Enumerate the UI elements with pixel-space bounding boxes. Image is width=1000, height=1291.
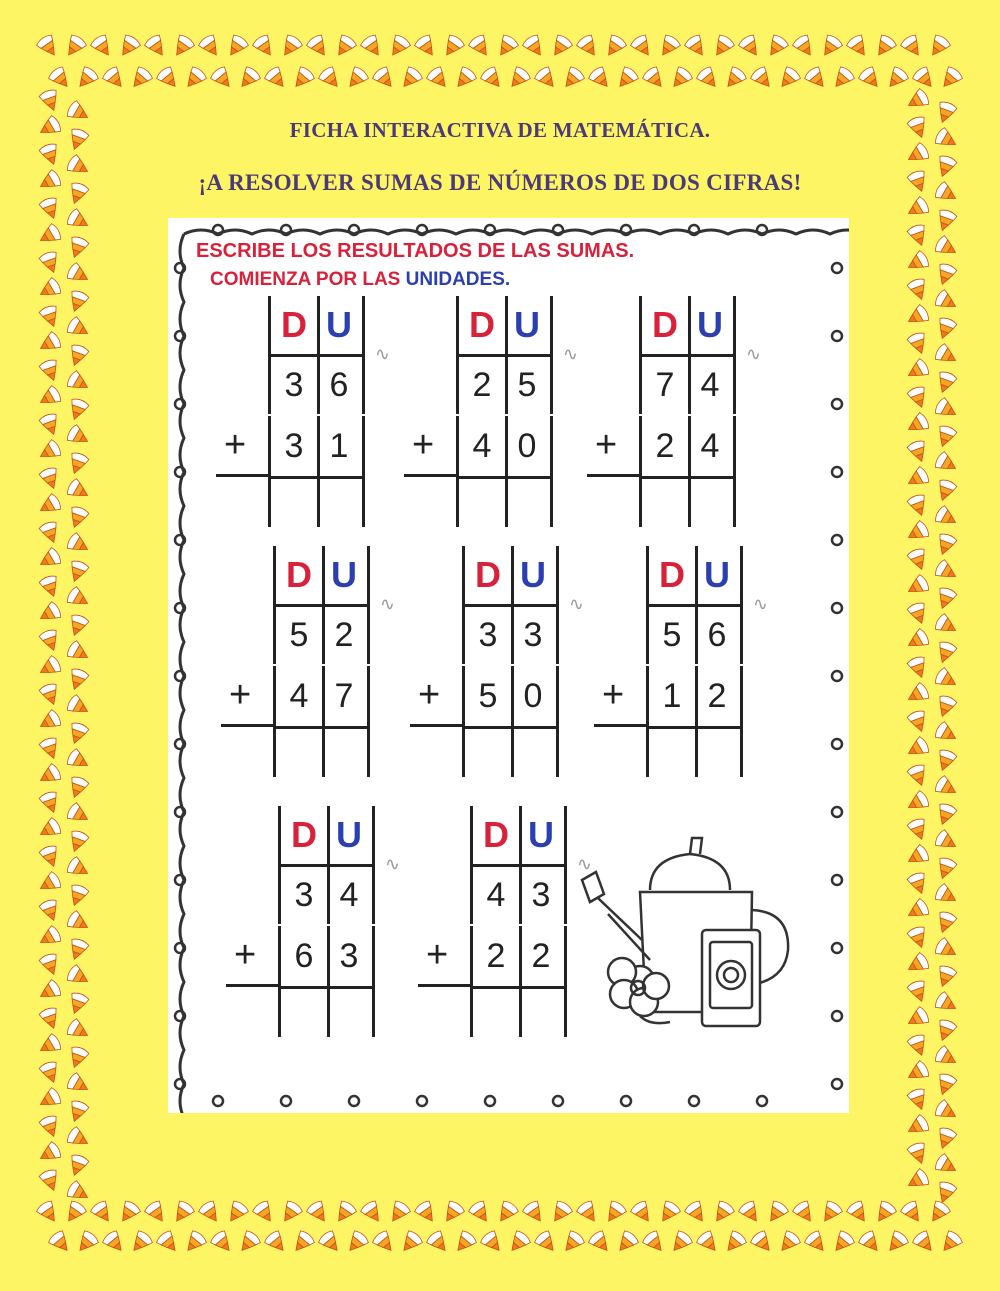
addition-problem bbox=[412, 296, 578, 528]
bottom-tens-digit: 2 bbox=[639, 416, 691, 479]
sum-line bbox=[216, 474, 268, 477]
instruction-line-1: ESCRIBE LOS RESULTADOS DE LAS SUMAS. bbox=[196, 240, 635, 262]
answer-units-cell bbox=[687, 479, 736, 527]
tens-label: D bbox=[646, 546, 698, 607]
tens-label: D bbox=[639, 296, 691, 357]
units-label: U bbox=[321, 546, 370, 607]
bottom-tens-digit: 3 bbox=[268, 416, 320, 479]
answer-tens-cell bbox=[470, 989, 522, 1037]
top-units-digit: 5 bbox=[504, 356, 553, 414]
bottom-tens-digit: 4 bbox=[273, 666, 325, 729]
plus-sign: + bbox=[224, 424, 247, 466]
page-subtitle: ¡A RESOLVER SUMAS DE NÚMEROS DE DOS CIFRAS! bbox=[198, 170, 802, 195]
top-units-digit: 3 bbox=[518, 866, 567, 924]
bottom-units-digit: 0 bbox=[510, 666, 559, 729]
answer-tens-input[interactable] bbox=[466, 732, 510, 774]
answer-tens-cell bbox=[646, 729, 698, 777]
bottom-units-digit: 2 bbox=[518, 926, 567, 989]
sum-line bbox=[594, 724, 646, 727]
addition-problem bbox=[595, 296, 761, 528]
curl-decoration: ∿ bbox=[379, 594, 395, 614]
bottom-units-digit: 7 bbox=[321, 666, 370, 729]
answer-units-input[interactable] bbox=[511, 732, 555, 774]
sum-line bbox=[226, 984, 278, 987]
curl-decoration: ∿ bbox=[562, 344, 578, 364]
instruction-highlight: UNIDADES. bbox=[405, 269, 511, 290]
answer-tens-cell bbox=[268, 479, 320, 527]
sum-line bbox=[418, 984, 470, 987]
units-label: U bbox=[687, 296, 736, 357]
tens-label: D bbox=[268, 296, 320, 357]
watering-can-icon bbox=[580, 830, 810, 1030]
answer-units-input[interactable] bbox=[688, 482, 732, 524]
top-tens-digit: 2 bbox=[456, 356, 508, 414]
bottom-tens-digit: 4 bbox=[456, 416, 508, 479]
top-tens-digit: 4 bbox=[470, 866, 522, 924]
units-label: U bbox=[326, 806, 375, 867]
answer-tens-cell bbox=[456, 479, 508, 527]
addition-problem bbox=[418, 546, 584, 778]
bottom-tens-digit: 1 bbox=[646, 666, 698, 729]
answer-units-cell bbox=[510, 729, 559, 777]
top-units-digit: 2 bbox=[321, 606, 370, 664]
answer-tens-input[interactable] bbox=[277, 732, 321, 774]
tens-label: D bbox=[470, 806, 522, 867]
top-units-digit: 6 bbox=[694, 606, 743, 664]
sum-line bbox=[221, 724, 273, 727]
answer-units-input[interactable] bbox=[322, 732, 366, 774]
bottom-units-digit: 0 bbox=[504, 416, 553, 479]
top-units-digit: 6 bbox=[316, 356, 365, 414]
plus-sign: + bbox=[426, 934, 449, 976]
tens-label: D bbox=[456, 296, 508, 357]
units-label: U bbox=[518, 806, 567, 867]
answer-units-input[interactable] bbox=[327, 992, 371, 1034]
curl-decoration: ∿ bbox=[384, 854, 400, 874]
instruction-prefix: COMIENZA POR LAS bbox=[210, 269, 401, 290]
curl-decoration: ∿ bbox=[568, 594, 584, 614]
bottom-tens-digit: 2 bbox=[470, 926, 522, 989]
plus-sign: + bbox=[602, 674, 625, 716]
tens-label: D bbox=[278, 806, 330, 867]
sum-line bbox=[587, 474, 639, 477]
top-tens-digit: 3 bbox=[278, 866, 330, 924]
top-tens-digit: 5 bbox=[646, 606, 698, 664]
answer-tens-cell bbox=[273, 729, 325, 777]
top-units-digit: 4 bbox=[687, 356, 736, 414]
bottom-tens-digit: 6 bbox=[278, 926, 330, 989]
top-tens-digit: 3 bbox=[462, 606, 514, 664]
sum-line bbox=[410, 724, 462, 727]
curl-decoration: ∿ bbox=[576, 854, 592, 874]
curl-decoration: ∿ bbox=[752, 594, 768, 614]
addition-problem bbox=[602, 546, 768, 778]
answer-tens-input[interactable] bbox=[272, 482, 316, 524]
answer-tens-cell bbox=[278, 989, 330, 1037]
addition-problem bbox=[426, 806, 592, 1038]
plus-sign: + bbox=[234, 934, 257, 976]
answer-units-input[interactable] bbox=[519, 992, 563, 1034]
answer-units-cell bbox=[518, 989, 567, 1037]
answer-tens-input[interactable] bbox=[460, 482, 504, 524]
tens-label: D bbox=[273, 546, 325, 607]
answer-tens-input[interactable] bbox=[650, 732, 694, 774]
units-label: U bbox=[504, 296, 553, 357]
answer-tens-cell bbox=[639, 479, 691, 527]
addition-problem bbox=[229, 546, 395, 778]
worksheet bbox=[168, 218, 849, 1113]
answer-units-cell bbox=[316, 479, 365, 527]
curl-decoration: ∿ bbox=[745, 344, 761, 364]
bottom-units-digit: 2 bbox=[694, 666, 743, 729]
units-label: U bbox=[316, 296, 365, 357]
units-label: U bbox=[694, 546, 743, 607]
answer-units-cell bbox=[504, 479, 553, 527]
bottom-tens-digit: 5 bbox=[462, 666, 514, 729]
plus-sign: + bbox=[418, 674, 441, 716]
top-tens-digit: 5 bbox=[273, 606, 325, 664]
answer-tens-input[interactable] bbox=[643, 482, 687, 524]
top-tens-digit: 7 bbox=[639, 356, 691, 414]
bottom-units-digit: 3 bbox=[326, 926, 375, 989]
units-label: U bbox=[510, 546, 559, 607]
sum-line bbox=[404, 474, 456, 477]
addition-problem bbox=[224, 296, 390, 528]
bottom-units-digit: 4 bbox=[687, 416, 736, 479]
plus-sign: + bbox=[595, 424, 618, 466]
answer-tens-cell bbox=[462, 729, 514, 777]
tens-label: D bbox=[462, 546, 514, 607]
answer-units-input[interactable] bbox=[505, 482, 549, 524]
top-units-digit: 3 bbox=[510, 606, 559, 664]
plus-sign: + bbox=[412, 424, 435, 466]
answer-units-cell bbox=[326, 989, 375, 1037]
addition-problem bbox=[234, 806, 400, 1038]
answer-tens-input[interactable] bbox=[474, 992, 518, 1034]
top-units-digit: 4 bbox=[326, 866, 375, 924]
plus-sign: + bbox=[229, 674, 252, 716]
answer-units-cell bbox=[694, 729, 743, 777]
instruction-line-2 bbox=[210, 269, 510, 291]
answer-units-input[interactable] bbox=[317, 482, 361, 524]
answer-units-cell bbox=[321, 729, 370, 777]
bottom-units-digit: 1 bbox=[316, 416, 365, 479]
page-title: FICHA INTERACTIVA DE MATEMÁTICA. bbox=[289, 118, 711, 142]
curl-decoration: ∿ bbox=[374, 344, 390, 364]
answer-units-input[interactable] bbox=[695, 732, 739, 774]
answer-tens-input[interactable] bbox=[282, 992, 326, 1034]
top-tens-digit: 3 bbox=[268, 356, 320, 414]
